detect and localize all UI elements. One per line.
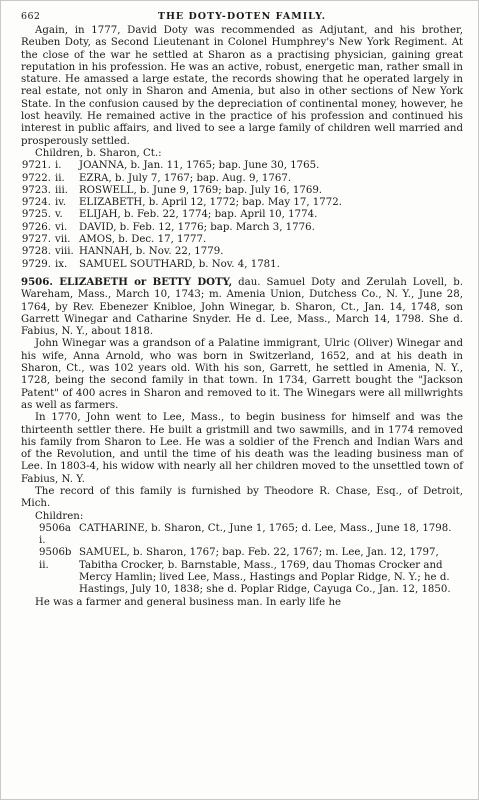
- child-roman-numeral: v.: [55, 209, 63, 221]
- child-details: SAMUEL SOUTHARD, b. Nov. 4, 1781.: [79, 258, 280, 270]
- child-details: AMOS, b. Dec. 17, 1777.: [79, 234, 207, 246]
- paragraph-record-source: The record of this family is furnished by Theodore R. Chase, Esq., of Detroit, Mich.: [21, 485, 463, 510]
- paragraph-david-doty: Again, in 1777, David Doty was recommended as Adjutant, and his brother, Reuben Doty, as Second Lieutenant in Colonel Humphrey's New York Regiment. At the close of the war he settled at Sharon as a practising physician, gaining great reputation in his profession. He was an active, robust, energetic man, rather small in stature. He amassed a large estate, the records showing that he operated largely in real estate, not only in Sharon and Amenia, but also in other sections of New York State. In the confusion caused by the depreciation of continental money, however, he lost heavily. He remained active in the practice of his profession and continued his interest in public affairs, and lived to see a large family of children well married and prosperously settled.: [21, 25, 463, 147]
- genealogy-entry-9506: [21, 276, 463, 338]
- child-details: ELIJAH, b. Feb. 22, 1774; bap. April 10, 1774.: [79, 209, 318, 221]
- child-number: 9725.: [21, 209, 51, 221]
- child-details: EZRA, b. July 7, 1767; bap. Aug. 9, 1767.: [79, 172, 292, 184]
- child-list-item: [21, 259, 463, 271]
- child-details: DAVID, b. Feb. 12, 1776; bap. March 3, 1776.: [79, 221, 315, 233]
- child-roman-numeral: viii.: [55, 246, 74, 258]
- child-roman-numeral: vi.: [55, 221, 68, 233]
- child-list-item: [21, 246, 463, 258]
- child-list-item: [21, 234, 463, 246]
- child-number: 9722.: [21, 172, 51, 184]
- child-roman-numeral: ix.: [55, 258, 68, 270]
- child-roman-numeral: ii.: [55, 172, 65, 184]
- child-details: SAMUEL, b. Sharon, 1767; bap. Feb. 22, 1767; m. Lee, Jan. 12, 1797, Tabitha Crocker, b. Barnstable, Mass., 1769, dau Thomas Crocker and Mercy Hamlin; lived Lee, Mass., Hastings and Poplar Ridge, N. Y.; he d. Hastings, July 10, 1838; she d. Poplar Ridge, Cayuga Co., Jan. 12, 1850.: [79, 547, 451, 596]
- child-details: JOANNA, b. Jan. 11, 1765; bap. June 30, 1765.: [79, 160, 320, 172]
- child-details: ROSWELL, b. June 9, 1769; bap. July 16, 1769.: [79, 184, 323, 196]
- child-roman-numeral: iv.: [55, 197, 67, 209]
- children-list-winegar: [21, 523, 463, 597]
- child-list-item: [21, 197, 463, 209]
- child-number: 9729.: [21, 258, 51, 270]
- paragraph-winegar-history: John Winegar was a grandson of a Palatine immigrant, Ulric (Oliver) Winegar and his wife, Anna Arnold, who was born in Switzerland, 1652, and at his death in Sharon, Ct., was 102 years old. With his son, Garrett, he settled in Amenia, N. Y., 1728, being the second family in that town. In 1734, Garrett bought the "Jackson Patent" of 400 acres in Sharon and removed to it. The Winegars were all millwrights as well as farmers.: [21, 338, 463, 411]
- child-number: 9727.: [21, 234, 51, 246]
- children-heading: Children, b. Sharon, Ct.:: [35, 147, 162, 159]
- child-number: 9723.: [21, 184, 51, 196]
- child-number: 9506b ii.: [39, 547, 72, 571]
- child-roman-numeral: vii.: [55, 234, 71, 246]
- child-entry: [21, 523, 463, 548]
- child-number: 9506a i.: [39, 522, 72, 547]
- paragraph-lee-settlement: In 1770, John went to Lee, Mass., to begin business for himself and was the thirteenth settler there. He built a gristmill and two sawmills, and in 1774 removed his family from Sharon to Lee. He was a soldier of the French and Indian Wars and of the Revolution, and until the time of his death was the leading business man of Lee. In 1803-4, his widow with nearly all her children moved to the unsettled town of Fabius, N. Y.: [21, 412, 463, 485]
- running-title: THE DOTY-DOTEN FAMILY.: [157, 11, 327, 22]
- paragraph-samuel-bio: He was a farmer and general business man. In early life he: [35, 596, 342, 608]
- child-list-item: [21, 222, 463, 234]
- child-details: ELIZABETH, b. April 12, 1772; bap. May 17, 1772.: [79, 197, 342, 209]
- child-list-item: [21, 185, 463, 197]
- child-number: 9728.: [21, 246, 51, 258]
- child-entry: [21, 547, 463, 596]
- child-details: HANNAH, b. Nov. 22, 1779.: [79, 246, 224, 258]
- entry-lead: 9506. ELIZABETH or BETTY DOTY,: [21, 275, 233, 288]
- child-roman-numeral: iii.: [55, 184, 69, 196]
- running-header: [21, 11, 463, 25]
- child-list-item: [21, 173, 463, 185]
- entry-text: dau. Samuel Doty and Zerulah Lovell, b. Wareham, Mass., March 10, 1743; m. Amenia Union, Dutchess Co., N. Y., June 28, 1764, by Rev. Ebenezer Knibloe, John Winegar, b. Sharon, Ct., Jan. 14, 1748, son Garrett Winegar and Catharine Snyder. He d. Lee, Mass., March 14, 1798. She d. Fabius, N. Y., about 1818.: [21, 276, 464, 338]
- children-heading-winegar: Children:: [35, 510, 84, 522]
- child-list-item: [21, 160, 463, 172]
- child-details: CATHARINE, b. Sharon, Ct., June 1, 1765; d. Lee, Mass., June 18, 1798.: [79, 522, 452, 534]
- child-roman-numeral: i.: [55, 160, 62, 172]
- child-number: 9724.: [21, 197, 51, 209]
- child-number: 9721.: [21, 160, 51, 172]
- child-number: 9726.: [21, 221, 51, 233]
- page-number: 662: [21, 11, 41, 22]
- book-page: [21, 11, 463, 609]
- child-list-item: [21, 209, 463, 221]
- children-list: [21, 160, 463, 271]
